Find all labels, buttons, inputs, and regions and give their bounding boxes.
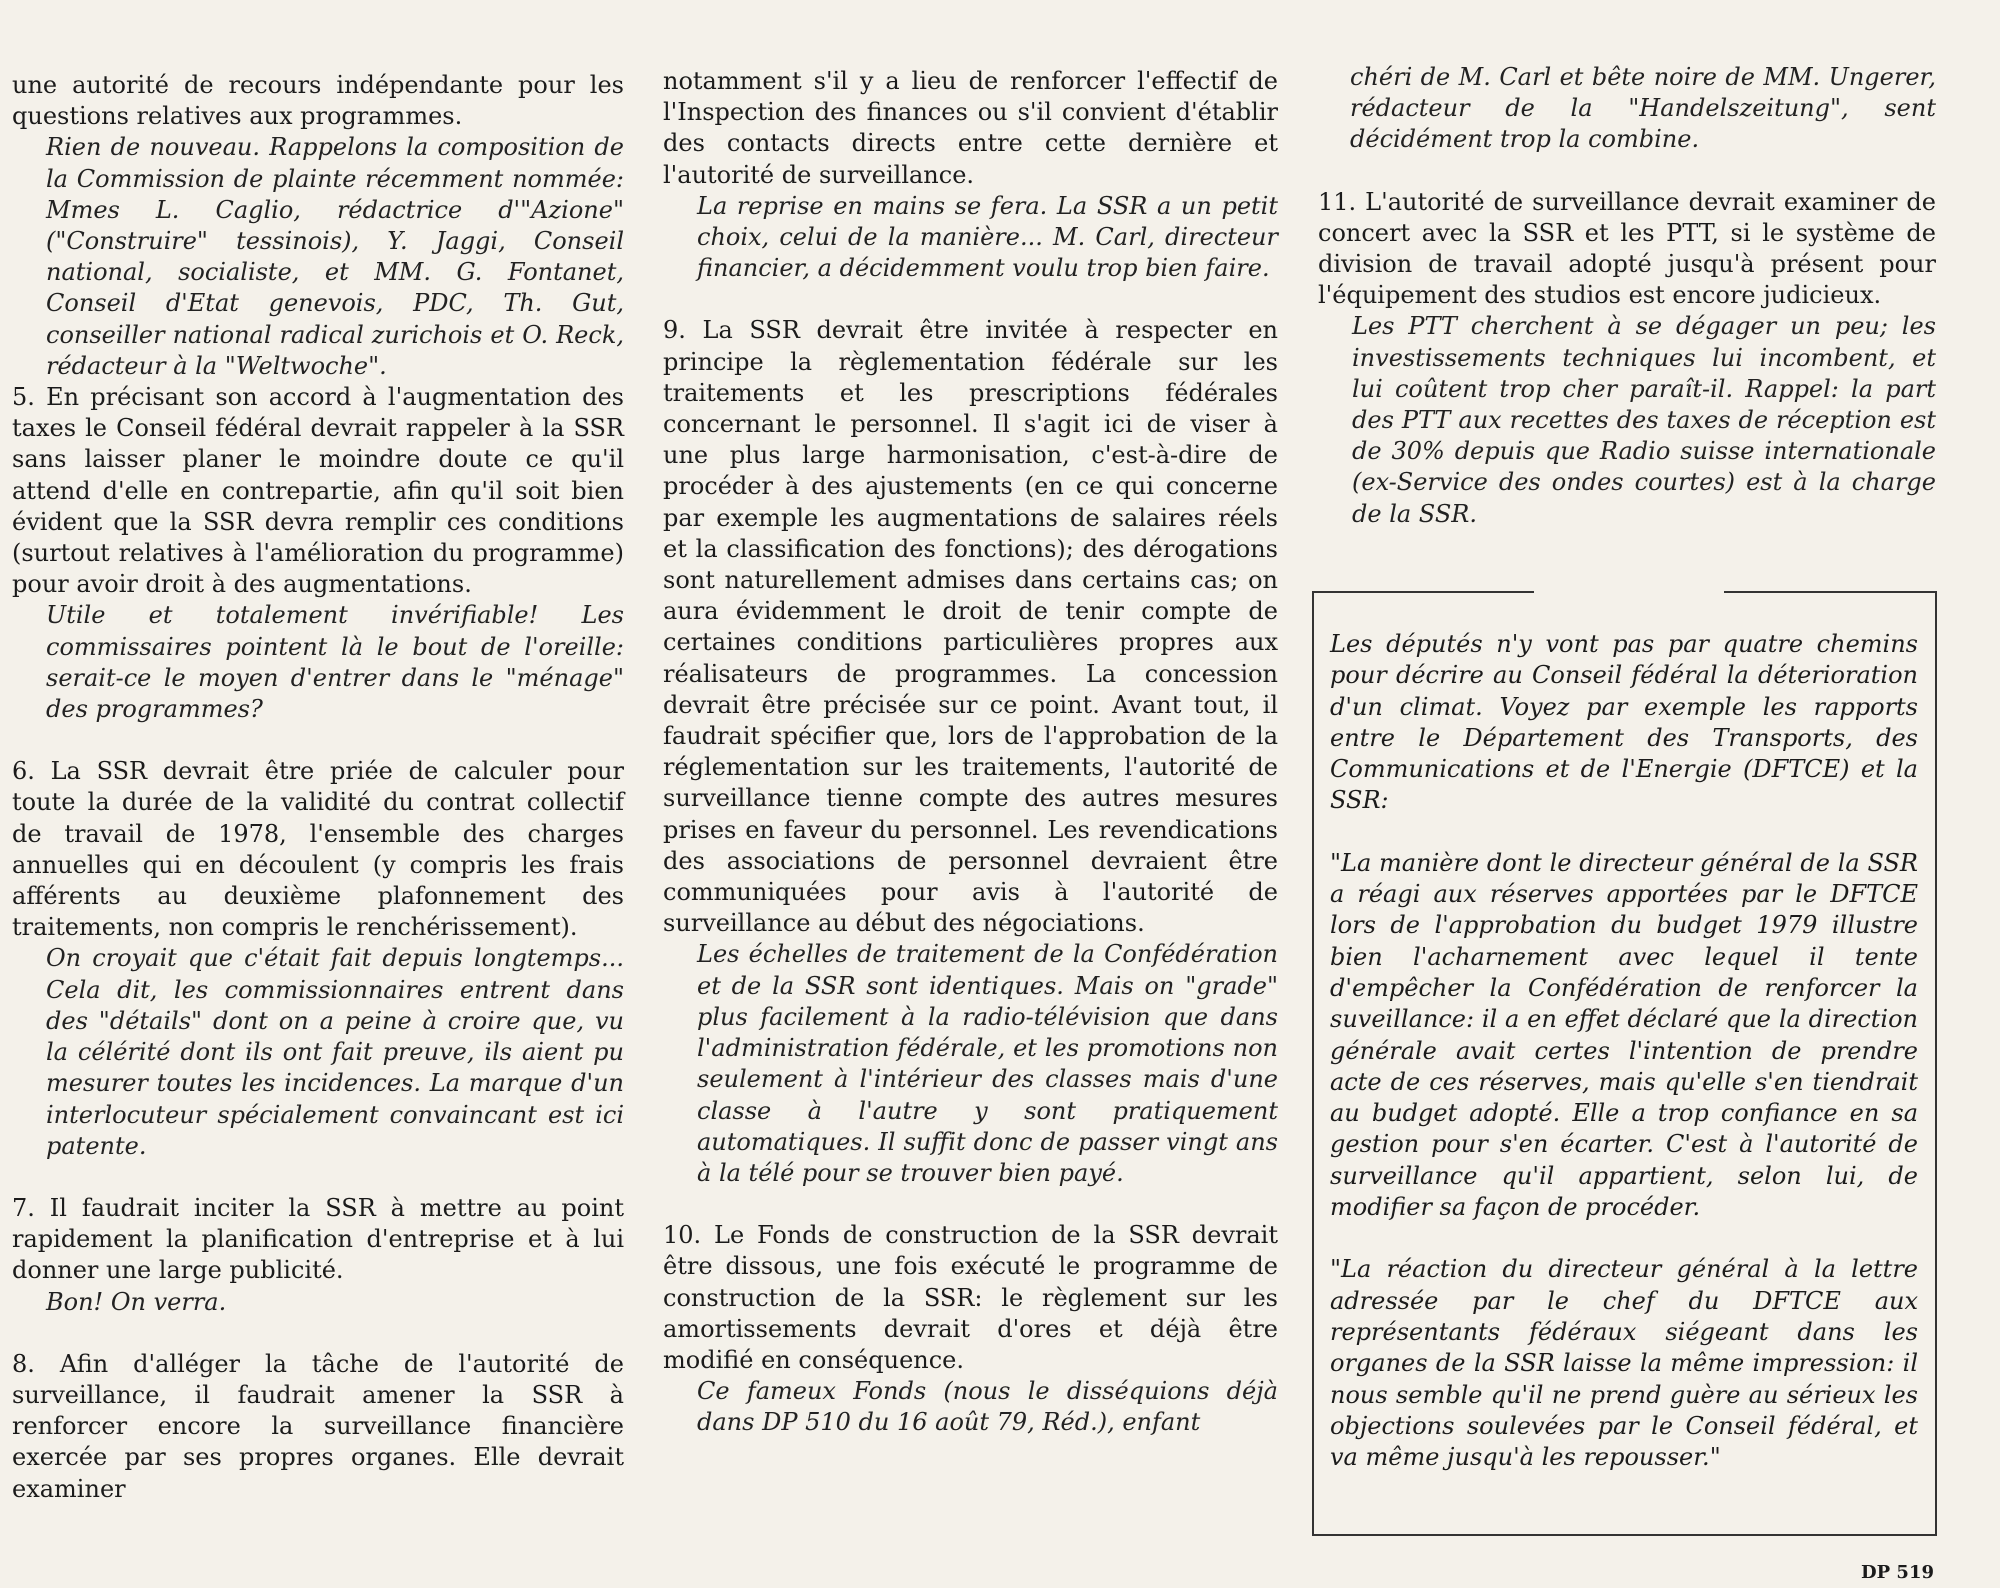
commentary-5: Utile et totalement invérifiable! Les commissaires pointent là le bout de l'oreille: serait-ce le moyen d'entrer dans le "ménage" des programmes? [46,601,624,724]
column-3 [1318,62,1936,530]
paragraph-4-end: une autorité de recours indépendante pour les questions relatives aux programmes. [12,71,624,131]
sidebar-quote-1: "La manière dont le directeur général de la SSR a réagi aux réserves apportées par le DFTCE lors de l'approbation du budget 1979 illustre bien l'acharnement avec lequel il tente d'empêcher la Confédération de renforcer la suveillance: il a en effet déclaré que la direction générale avait certes l'intention de prendre acte de ces réserves, mais qu'elle s'en tiendrait au budget adopté. Elle a trop confiance en sa gestion pour s'en écarter. C'est à l'autorité de surveillance qu'il appartient, selon lui, de modifier sa façon de procéder. [1330,848,1918,1222]
paragraph-10: 10. Le Fonds de construction de la SSR devrait être dissous, une fois exécuté le programme de construction de la SSR: le règlement sur les amortissements devrait d'ores et déjà être modifié en conséquence. [663,1221,1278,1374]
sidebar-quote-2: "La réaction du directeur général à la lettre adressée par le chef du DFTCE aux représentants fédéraux siégeant dans les organes de la SSR laisse la même impression: il nous semble qu'il ne prend guère au sérieux les objections soulevées par le Conseil fédéral, et va même jusqu'à les repousser." [1330,1255,1918,1472]
column-2 [663,66,1278,1439]
commentary-8: La reprise en mains se fera. La SSR a un petit choix, celui de la manière... M. Carl, directeur financier, a décidemment voulu trop bien faire. [697,191,1278,283]
paragraph-8-end: notamment s'il y a lieu de renforcer l'effectif de l'Inspection des finances ou s'il convient d'établir des contacts directs entre cette dernière et l'autorité de surveillance. [663,67,1278,189]
paragraph-11: 11. L'autorité de surveillance devrait examiner de concert avec la SSR et les PTT, si le système de division de travail adopté jusqu'à présent pour l'équipement des studios est encore judicieux. [1318,187,1936,310]
commentary-10-start: Ce fameux Fonds (nous le disséquions déjà dans DP 510 du 16 août 79, Réd.), enfant [697,1377,1278,1437]
paragraph-8-start: 8. Afin d'alléger la tâche de l'autorité de surveillance, il faudrait amener la SSR à renforcer encore la surveillance financière exercée par ses propres organes. Elle devrait examiner [12,1349,624,1503]
paragraph-5: 5. En précisant son accord à l'augmentation des taxes le Conseil fédéral devrait rappeler à la SSR sans laisser planer le moindre doute ce qu'il attend d'elle en contrepartie, afin qu'il soit bien évident que la SSR devra remplir ces conditions (surtout relatives à l'amélioration du programme) pour avoir droit à des augmentations. [12,383,624,599]
paragraph-6: 6. La SSR devrait être priée de calculer pour toute la durée de la validité du contrat collectif de travail de 1978, l'ensemble des charges annuelles qui en découlent (y compris les frais afférents au deuxième plafonnement des traitements, non compris le renchérissement). [12,757,624,942]
commentary-11: Les PTT cherchent à se dégager un peu; les investissements techniques lui incombent, et lui coûtent trop cher paraît-il. Rappel: la part des PTT aux recettes des taxes de réception est de 30% depuis que Radio suisse internationale (ex-Service des ondes courtes) est à la charge de la SSR. [1352,312,1936,528]
commentary-10-end: chéri de M. Carl et bête noire de MM. Ungerer, rédacteur de la "Handelszeitung", sent décidément trop la combine. [1350,63,1936,154]
commentary-6: On croyait que c'était fait depuis longtemps... Cela dit, les commissionnaires entrent dans des "détails" dont on a peine à croire que, vu la célérité dont ils ont fait preuve, ils aient pu mesurer toutes les incidences. La marque d'un interlocuteur spécialement convaincant est ici patente. [46,944,624,1160]
paragraph-7: 7. Il faudrait inciter la SSR à mettre au point rapidement la planification d'entreprise et à lui donner une large publicité. [12,1193,624,1285]
column-1 [12,70,624,1505]
commentary-4: Rien de nouveau. Rappelons la composition de la Commission de plainte récemment nommée: Mmes L. Caglio, rédactrice d'"Azione" ("Construire" tessinois), Y. Jaggi, Conseil national, socialiste, et MM. G. Fontanet, Conseil d'Etat genevois, PDC, Th. Gut, conseiller national radical zurichois et O. Reck, rédacteur à la "Weltwoche". [46,133,624,380]
sidebar-box [1312,591,1937,1536]
sidebar-box-text [1330,629,1918,1473]
page-number: DP 519 [1861,1562,1934,1583]
sidebar-box-border-gap [1534,588,1724,595]
sidebar-paragraph-1: Les députés n'y vont pas par quatre chemins pour décrire au Conseil fédéral la déterioration d'un climat. Voyez par exemple les rapports entre le Département des Transports, des Communications et de l'Energie (DFTCE) et la SSR: [1330,630,1918,815]
commentary-7: Bon! On verra. [46,1287,227,1316]
paragraph-9: 9. La SSR devrait être invitée à respecter en principe la règlementation fédérale sur les traitements et les prescriptions fédérales concernant le personnel. Il s'agit ici de viser à une plus large harmonisation, c'est-à-dire de procéder à des ajustements (en ce qui concerne par exemple les augmentations de salaires réels et la classification des fonctions); des dérogations sont naturellement admises dans certains cas; on aura évidemment le droit de tenir compte de certaines conditions particulières propres aux réalisateurs de programmes. La concession devrait être précisée sur ce point. Avant tout, il faudrait spécifier que, lors de l'approbation de la réglementation sur les traitements, l'autorité de surveillance tienne compte des autres mesures prises en faveur du personnel. Les revendications des associations de personnel devraient être communiquées pour avis à l'autorité de surveillance au début des négociations. [663,316,1278,938]
commentary-9: Les échelles de traitement de la Confédération et de la SSR sont identiques. Mais on "grade" plus facilement à la radio-télévision que dans l'administration fédérale, et les promotions non seulement à l'intérieur des classes mais d'une classe à l'autre y sont pratiquement automatiques. Il suffit donc de passer vingt ans à la télé pour se trouver bien payé. [697,940,1278,1187]
